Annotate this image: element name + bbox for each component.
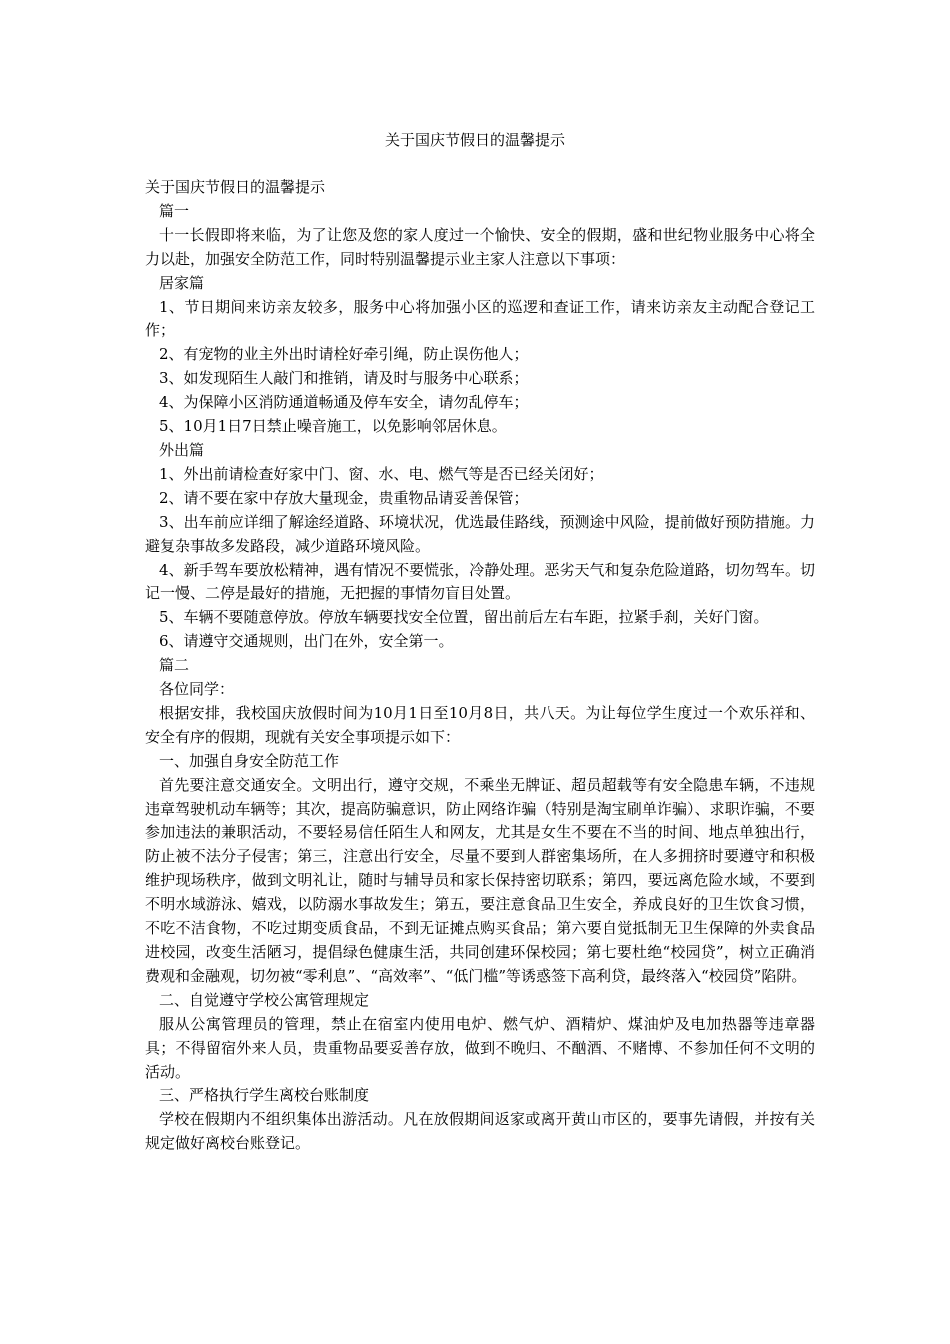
subsection-heading: 三、严格执行学生离校台账制度 xyxy=(159,1086,370,1105)
list-item: 2、有宠物的业主外出时请栓好牵引绳，防止误伤他人； xyxy=(159,345,529,364)
section-heading-part-one: 篇一 xyxy=(159,201,190,220)
list-item: 3、出车前应详细了解途经道路、环境状况，优选最佳路线，预测途中风险，提前做好预防措施。力避复杂事故多发路段，减少道路环境风险。 xyxy=(145,512,815,555)
subsection-heading: 一、加强自身安全防范工作 xyxy=(159,751,340,770)
paragraph: 十一长假即将来临，为了让您及您的家人度过一个愉快、安全的假期，盛和世纪物业服务中心将全力以赴，加强安全防范工作，同时特别温馨提示业主家人注意以下事项： xyxy=(145,225,815,268)
list-item: 1、外出前请检查好家中门、窗、水、电、燃气等是否已经关闭好； xyxy=(159,464,604,483)
subsection-heading-outing: 外出篇 xyxy=(159,440,205,459)
document-body xyxy=(145,176,815,1156)
body-heading: 关于国庆节假日的温馨提示 xyxy=(145,178,326,196)
list-item: 4、为保障小区消防通道畅通及停车安全，请勿乱停车； xyxy=(159,393,529,412)
list-item: 4、新手驾车要放松精神，遇有情况不要慌张，冷静处理。恶劣天气和复杂危险道路，切勿驾车。切记一慢、二停是最好的措施，无把握的事情勿盲目处置。 xyxy=(145,560,815,603)
section-heading-part-two: 篇二 xyxy=(159,656,190,675)
paragraph: 服从公寓管理员的管理，禁止在宿室内使用电炉、燃气炉、酒精炉、煤油炉及电加热器等违章器具；不得留宿外来人员，贵重物品要妥善存放，做到不晚归、不酗酒、不赌博、不参加任何不文明的活动。 xyxy=(145,1014,815,1081)
paragraph: 学校在假期内不组织集体出游活动。凡在放假期间返家或离开黄山市区的，要事先请假，并按有关规定做好离校台账登记。 xyxy=(145,1110,815,1153)
list-item: 2、请不要在家中存放大量现金，贵重物品请妥善保管； xyxy=(159,488,529,507)
paragraph: 根据安排，我校国庆放假时间为10月1日至10月8日，共八天。为让每位学生度过一个欢乐祥和、安全有序的假期，现就有关安全事项提示如下： xyxy=(145,703,815,746)
list-item: 1、节日期间来访亲友较多，服务中心将加强小区的巡逻和查证工作，请来访亲友主动配合登记工作； xyxy=(145,297,815,340)
paragraph: 首先要注意交通安全。文明出行，遵守交规，不乘坐无牌证、超员超载等有安全隐患车辆，不违规违章驾驶机动车辆等；其次，提高防骗意识，防止网络诈骗（特别是淘宝刷单诈骗）、求职诈骗，不要参加违法的兼职活动，不要轻易信任陌生人和网友，尤其是女生不要在不当的时间、地点单独出行，防止被不法分子侵害；第三，注意出行安全，尽量不要到人群密集场所，在人多拥挤时要遵守和积极维护现场秩序，做到文明礼让，随时与辅导员和家长保持密切联系；第四，要远离危险水域，不要到不明水域游泳、嬉戏，以防溺水事故发生；第五，要注意食品卫生安全，养成良好的卫生饮食习惯，不吃不洁食物，不吃过期变质食品，不到无证摊点购买食品；第六要自觉抵制无卫生保障的外卖食品进校园，改变生活陋习，提倡绿色健康生活，共同创建环保校园；第七要杜绝“校园贷”，树立正确消费观和金融观，切勿被“零利息”、“高效率”、“低门槛”等诱惑签下高利贷，最终落入“校园贷”陷阱。 xyxy=(145,775,815,985)
list-item: 3、如发现陌生人敲门和推销，请及时与服务中心联系； xyxy=(159,369,529,388)
salutation: 各位同学： xyxy=(159,680,235,699)
list-item: 6、请遵守交通规则，出门在外，安全第一。 xyxy=(159,632,454,651)
list-item: 5、10月1日7日禁止噪音施工，以免影响邻居休息。 xyxy=(159,417,507,436)
document-title: 关于国庆节假日的温馨提示 xyxy=(384,131,565,149)
list-item: 5、车辆不要随意停放。停放车辆要找安全位置，留出前后左右车距，拉紧手刹，关好门窗。 xyxy=(159,608,769,627)
subsection-heading-home: 居家篇 xyxy=(159,273,205,292)
subsection-heading: 二、自觉遵守学校公寓管理规定 xyxy=(159,990,370,1009)
